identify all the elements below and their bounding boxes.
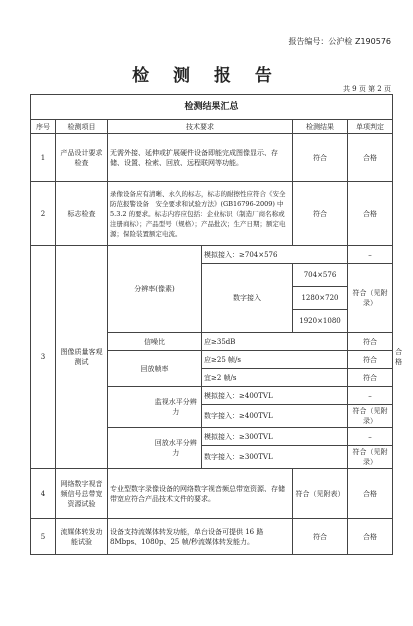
- row1-no: 1: [31, 134, 56, 182]
- row2-verdict: 合格: [348, 182, 393, 246]
- framerate-result-2: 符合: [348, 369, 393, 387]
- row3-item: 图像质量客观测试: [56, 246, 108, 469]
- row1-verdict: 合格: [348, 134, 393, 182]
- header-item: 检测项目: [56, 120, 108, 134]
- header-requirement: 技术要求: [108, 120, 293, 134]
- resolution-value-2: 1280×720: [293, 287, 348, 310]
- row5-verdict: 合格: [348, 519, 393, 555]
- report-number: 报告编号：公沪检 Z190576: [288, 37, 391, 46]
- resolution-result: 符合（见附录）: [348, 264, 393, 333]
- monitor-digital: 数字接入：≥400TVL: [202, 405, 348, 428]
- row2-no: 2: [31, 182, 56, 246]
- row4-verdict: 合格: [348, 469, 393, 519]
- row4-requirement: 专业型数字录像设备的网络数字视音频总带宽资源、存储带宽应符合产品技术文件的要求。: [108, 469, 293, 519]
- snr-requirement: 应≥35dB: [202, 333, 348, 351]
- row5-requirement: 设备支持流媒体转发功能，单台设备可提供 16 路 8Mbps、1080p、25 帧/秒流媒体转发能力。: [108, 519, 293, 555]
- playback-digital-result: 符合（见附录）: [348, 446, 393, 469]
- document-title: 检 测 报 告: [132, 66, 281, 86]
- snr-label: 信噪比: [108, 333, 202, 351]
- row2-item: 标志检查: [56, 182, 108, 246]
- resolution-value-1: 704×576: [293, 264, 348, 287]
- row4-item: 网络数字视音频信号总带宽资源试验: [56, 469, 108, 519]
- header-result: 检测结果: [293, 120, 348, 134]
- monitor-analog-result: –: [348, 387, 393, 405]
- resolution-label: 分辨率(像素): [108, 246, 202, 333]
- resolution-analog-result: –: [348, 246, 393, 264]
- playback-analog-result: –: [348, 428, 393, 446]
- row4-result: 符合（见附表）: [293, 469, 348, 519]
- row1-requirement: 无需外接、延伸或扩展硬件设备即能完成图像显示、存储、设置、检索、回放、远程联网等功能。: [108, 134, 293, 182]
- resolution-digital: 数字接入: [202, 264, 293, 333]
- header-verdict: 单项判定: [348, 120, 393, 134]
- monitor-resolution-label: 监视水平分辨力: [151, 387, 202, 428]
- row5-item: 流媒体转发功能试验: [56, 519, 108, 555]
- row4-no: 4: [31, 469, 56, 519]
- row1-item: 产品设计要求检查: [56, 134, 108, 182]
- monitor-digital-result: 符合（见附录）: [348, 405, 393, 428]
- snr-result: 符合: [348, 333, 393, 351]
- results-table: 检测结果汇总 序号 检测项目 技术要求 检测结果 单项判定 1 产品设计要求检查 无需外接、延伸或扩展硬件设备即能完成图像显示、存储、设置、检索、回放、远程联网等功能。 符合 合格 2 标志检查 录像设备应有清晰、永久的标志，标志的耐擦性应符合《安全防范报警设备 安全要求和试验方法》(GB16796-2009) 中 5.3.2 的要求。标志内容应包括：企业标识（制造厂商名称或注册商标）；产品型号（规格）；产品批次；生产日期；额定电源；保险装置额定电流。 符合 合格 3 图像质量客观测试 分辨率(像素) 模拟接入：≥704×576 – 合格 数字接入 704×576 符合（见附录） 1280×720 1920×1080 信噪比 应≥35dB 符合 回放帧率 应≥25 帧/s 符合 宜≥2 帧/s 符合 监视水平分辨力 模拟接入：≥400TVL – 数字接入：≥400TVL 符合（见附录） 回放水平分辨力 模拟接入：≥300TVL – 数字接入：≥300TVL 符合（见附录） 4 网络数字视音频信号总带宽资源试验 专业型数字录像设备的网络数字视音频总带宽资源、存储带宽应符合产品技术文件的要求。 符合（见附表） 合格 5 流媒体转发功能试验 设备支持流媒体转发功能，单台设备可提供 16 路 8Mbps、1080p、25 帧/秒流媒体转发能力。 符合 合格: [30, 94, 393, 555]
- row5-result: 符合: [293, 519, 348, 555]
- playback-digital: 数字接入：≥300TVL: [202, 446, 348, 469]
- header-no: 序号: [31, 120, 56, 134]
- framerate-label: 回放帧率: [108, 351, 202, 387]
- row3-no: 3: [31, 246, 56, 469]
- row1-result: 符合: [293, 134, 348, 182]
- row5-no: 5: [31, 519, 56, 555]
- page-info: 共 9 页 第 2 页: [342, 85, 391, 93]
- playback-resolution-label: 回放水平分辨力: [151, 428, 202, 469]
- framerate-req-2: 宜≥2 帧/s: [202, 369, 348, 387]
- framerate-req-1: 应≥25 帧/s: [202, 351, 348, 369]
- resolution-value-3: 1920×1080: [293, 310, 348, 333]
- row2-result: 符合: [293, 182, 348, 246]
- playback-analog: 模拟接入：≥300TVL: [202, 428, 348, 446]
- monitor-analog: 模拟接入：≥400TVL: [202, 387, 348, 405]
- framerate-result-1: 符合: [348, 351, 393, 369]
- row2-requirement: 录像设备应有清晰、永久的标志，标志的耐擦性应符合《安全防范报警设备 安全要求和试验方法》(GB16796-2009) 中 5.3.2 的要求。标志内容应包括：企业标识（制造厂商名称或注册商标）；产品型号（规格）；产品批次；生产日期；额定电源；保险装置额定电流。: [108, 182, 293, 246]
- resolution-analog: 模拟接入：≥704×576: [202, 246, 348, 264]
- table-title: 检测结果汇总: [31, 95, 393, 120]
